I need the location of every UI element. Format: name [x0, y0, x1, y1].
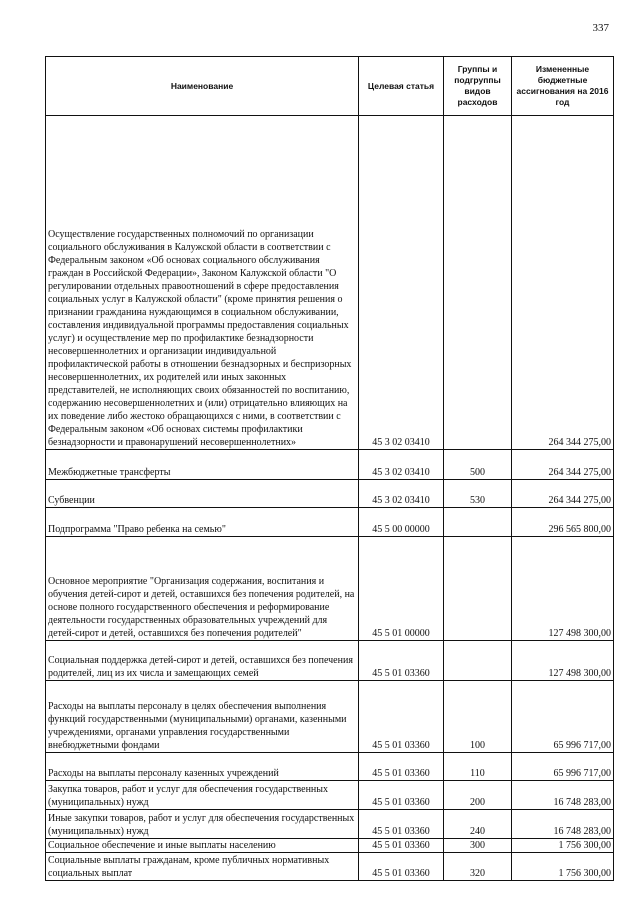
- header-amount: Измененные бюджетные ассигнования на 2016 год: [512, 57, 614, 116]
- row-group: 100: [444, 681, 512, 753]
- row-group: 530: [444, 480, 512, 508]
- row-name: Межбюджетные трансферты: [46, 450, 359, 480]
- row-amount: 127 498 300,00: [512, 641, 614, 681]
- row-group: [444, 116, 512, 450]
- table-row: [46, 781, 614, 810]
- row-code: 45 3 02 03410: [359, 480, 444, 508]
- row-name: Осуществление государственных полномочий по организации социального обслуживания в Калужской области в соответствии с Федеральным законом «Об основах социального обслуживания граждан в Российской Федерации», Законом Калужской области "О регулировании отдельных правоотношений в сфере предоставления социальных услуг в Калужской области" (кроме принятия решения о признании гражданина нуждающимся в социальном обслуживании, составления индивидуальной программы предоставления социальных услуг) и осуществление мер по профилактике безнадзорности несовершеннолетних и организации индивидуальной профилактической работы в отношении безнадзорных и беспризорных несовершеннолетних, их родителей или иных законных представителей, не исполняющих своих обязанностей по воспитанию, содержанию несовершеннолетних и (или) отрицательно влияющих на их поведение либо жестоко обращающихся с ними, в соответствии с Федеральным законом «Об основах системы профилактики безнадзорности и правонарушений несовершеннолетних»: [46, 116, 359, 450]
- row-group: 200: [444, 781, 512, 810]
- row-code: 45 5 01 03360: [359, 681, 444, 753]
- row-name: Социальная поддержка детей-сирот и детей, оставшихся без попечения родителей, лиц из их числа и замещающих семей: [46, 641, 359, 681]
- table-header: [46, 57, 614, 116]
- row-group: 500: [444, 450, 512, 480]
- row-name: Подпрограмма "Право ребенка на семью": [46, 508, 359, 537]
- row-code: 45 5 00 00000: [359, 508, 444, 537]
- row-amount: 1 756 300,00: [512, 839, 614, 853]
- row-code: 45 5 01 03360: [359, 753, 444, 781]
- row-amount: 264 344 275,00: [512, 450, 614, 480]
- row-group: [444, 508, 512, 537]
- row-group: 110: [444, 753, 512, 781]
- table-row: [46, 853, 614, 881]
- row-code: 45 5 01 03360: [359, 781, 444, 810]
- table-row: [46, 681, 614, 753]
- row-name: Социальные выплаты гражданам, кроме публичных нормативных социальных выплат: [46, 853, 359, 881]
- row-code: 45 5 01 03360: [359, 839, 444, 853]
- row-group: [444, 641, 512, 681]
- row-name: Расходы на выплаты персоналу казенных учреждений: [46, 753, 359, 781]
- row-amount: 1 756 300,00: [512, 853, 614, 881]
- row-code: 45 5 01 03360: [359, 853, 444, 881]
- row-group: 320: [444, 853, 512, 881]
- row-amount: 16 748 283,00: [512, 810, 614, 839]
- row-code: 45 5 01 03360: [359, 810, 444, 839]
- row-name: Социальное обеспечение и иные выплаты населению: [46, 839, 359, 853]
- table-row: [46, 537, 614, 641]
- row-name: Расходы на выплаты персоналу в целях обеспечения выполнения функций государственными (муниципальными) органами, казенными учреждениями, органами управления государственными внебюджетными фондами: [46, 681, 359, 753]
- page-number: 337: [592, 22, 609, 34]
- row-amount: 264 344 275,00: [512, 116, 614, 450]
- row-code: 45 3 02 03410: [359, 450, 444, 480]
- row-amount: 264 344 275,00: [512, 480, 614, 508]
- row-code: 45 5 01 03360: [359, 641, 444, 681]
- table-row: [46, 450, 614, 480]
- header-name: Наименование: [46, 57, 359, 116]
- row-name: Закупка товаров, работ и услуг для обеспечения государственных (муниципальных) нужд: [46, 781, 359, 810]
- row-name: Основное мероприятие "Организация содержания, воспитания и обучения детей-сирот и детей, оставшихся без попечения родителей, на основе полного государственного обеспечения и реформирование деятельности государственных образовательных учреждений для детей-сирот и детей, оставшихся без попечения родителей": [46, 537, 359, 641]
- table-row: [46, 116, 614, 450]
- row-group: [444, 537, 512, 641]
- row-amount: 65 996 717,00: [512, 681, 614, 753]
- table-row: [46, 508, 614, 537]
- row-group: 240: [444, 810, 512, 839]
- budget-table: [45, 56, 614, 881]
- row-amount: 65 996 717,00: [512, 753, 614, 781]
- header-groups: Группы и подгруппы видов расходов: [444, 57, 512, 116]
- table-row: [46, 641, 614, 681]
- row-amount: 16 748 283,00: [512, 781, 614, 810]
- table-row: [46, 810, 614, 839]
- row-name: Иные закупки товаров, работ и услуг для обеспечения государственных (муниципальных) нужд: [46, 810, 359, 839]
- table-row: [46, 480, 614, 508]
- row-code: 45 5 01 00000: [359, 537, 444, 641]
- table-row: [46, 753, 614, 781]
- row-amount: 127 498 300,00: [512, 537, 614, 641]
- table-row: [46, 839, 614, 853]
- row-code: 45 3 02 03410: [359, 116, 444, 450]
- header-target: Целевая статья: [359, 57, 444, 116]
- row-name: Субвенции: [46, 480, 359, 508]
- row-amount: 296 565 800,00: [512, 508, 614, 537]
- row-group: 300: [444, 839, 512, 853]
